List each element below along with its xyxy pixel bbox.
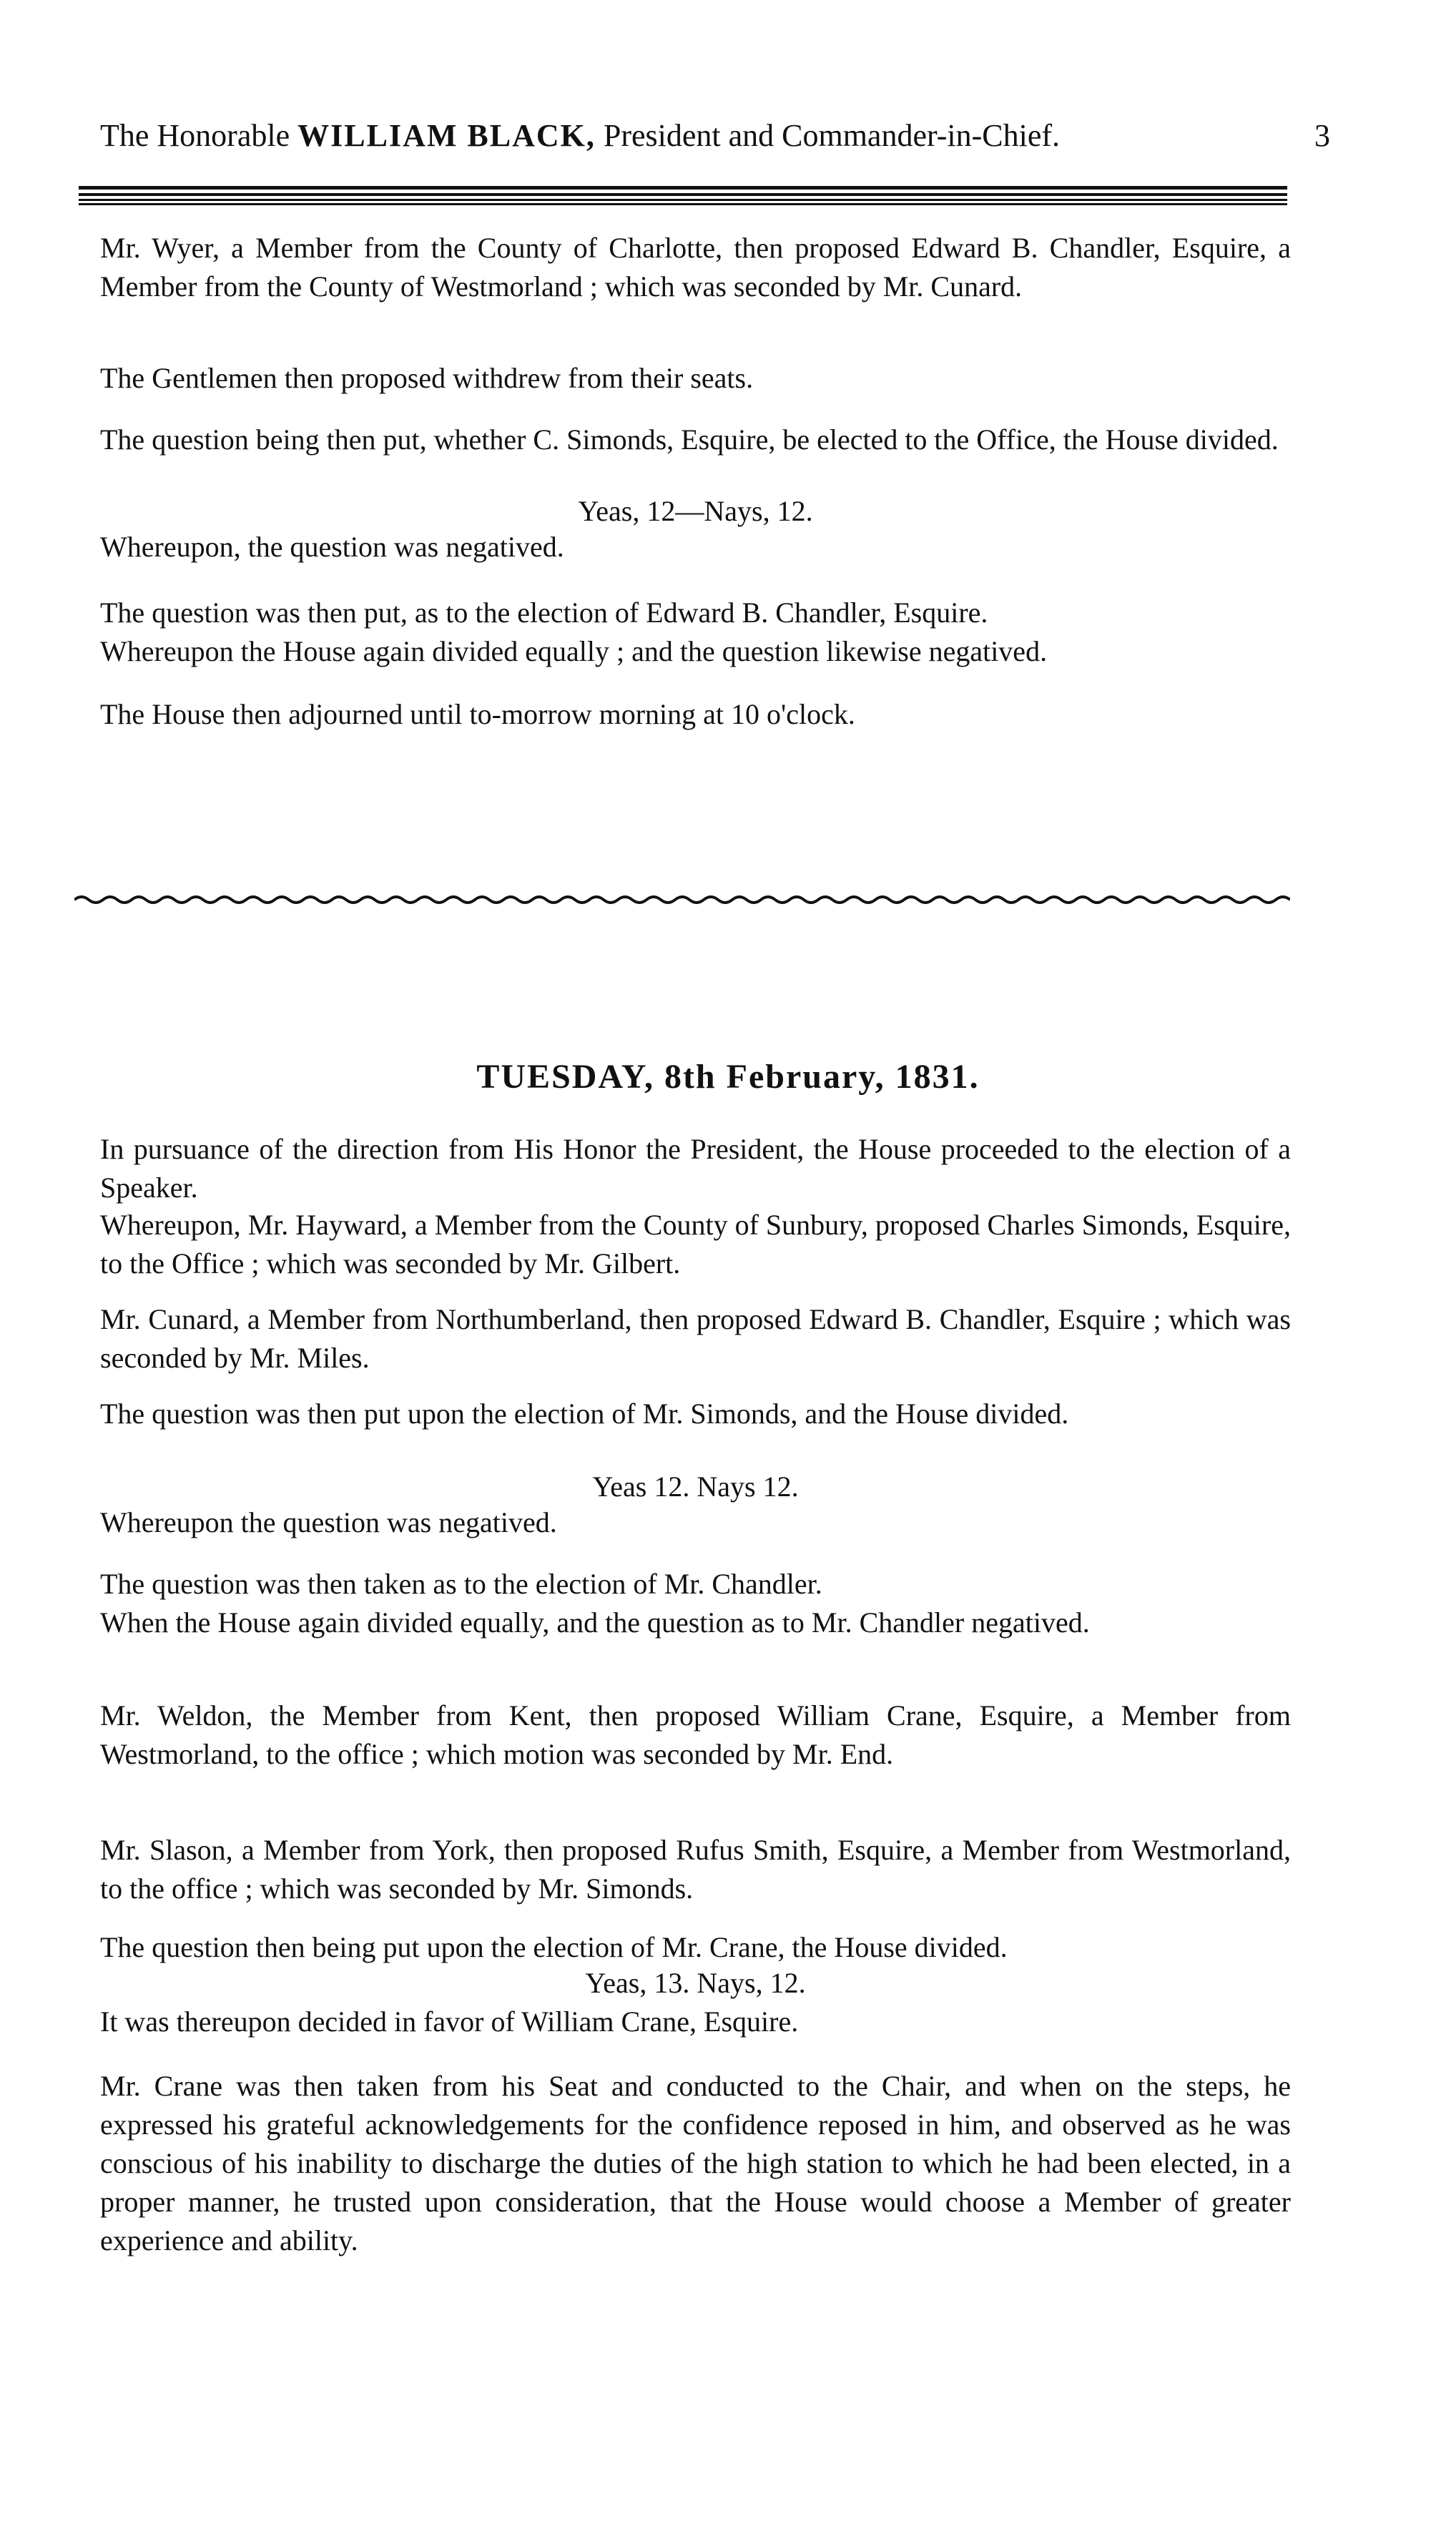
paragraph: Mr. Crane was then taken from his Seat and conducted to the Chair, and when on the steps, he expressed his grateful acknowledgements for the confidence reposed in him, and observed as he was conscious of his inability to discharge the duties of the high station to which he had been elected, in a proper manner, he trusted upon consideration, that the House would choose a Member of greater experience and ability.	[100, 2070, 1291, 2256]
running-title-prefix: The Honorable	[100, 118, 290, 153]
paragraph: When the House again divided equally, and the question as to Mr. Chandler negatived.	[100, 1606, 1090, 1639]
running-title-name: WILLIAM BLACK,	[297, 118, 596, 153]
paragraph: Whereupon the House again divided equally ; and the question likewise negatived.	[100, 635, 1048, 667]
paragraph: The question then being put upon the election of Mr. Crane, the House divided.	[100, 1931, 1008, 1963]
section2-para1	[100, 1130, 1291, 1207]
paragraph: It was thereupon decided in favor of William Crane, Esquire.	[100, 2005, 799, 2038]
section1-para5	[100, 594, 1291, 671]
section1-para3	[100, 421, 1291, 459]
paragraph: Mr. Slason, a Member from York, then proposed Rufus Smith, Esquire, a Member from Westmorland, to the office ; which was seconded by Mr. Simonds.	[100, 1834, 1291, 1905]
section1-para1	[100, 229, 1291, 306]
section2-para3	[100, 1300, 1291, 1377]
page-number: 3	[1314, 118, 1330, 153]
section-divider	[74, 893, 1290, 907]
section1-para4	[100, 528, 1291, 566]
section2-para5	[100, 1503, 1291, 1542]
section2-para6	[100, 1565, 1291, 1642]
header-rule	[79, 186, 1287, 196]
section2-para8	[100, 1831, 1291, 1908]
section2-para2	[100, 1206, 1291, 1283]
vote-tally: Yeas, 13. Nays, 12.	[585, 1967, 806, 1999]
date-heading: TUESDAY, 8th February, 1831.	[476, 1058, 980, 1096]
section2-vote1	[100, 1468, 1291, 1506]
paragraph: Mr. Weldon, the Member from Kent, then proposed William Crane, Esquire, a Member from Westmorland, to the office ; which motion was seconded by Mr. End.	[100, 1699, 1291, 1770]
paragraph: Mr. Wyer, a Member from the County of Charlotte, then proposed Edward B. Chandler, Esquire, a Member from the County of Westmorland ; which was seconded by Mr. Cunard.	[100, 232, 1291, 303]
paragraph: Whereupon the question was negatived.	[100, 1506, 557, 1538]
vote-tally: Yeas, 12—Nays, 12.	[578, 495, 813, 527]
paragraph: The Gentlemen then proposed withdrew from their seats.	[100, 362, 754, 394]
section2-para7	[100, 1696, 1291, 1774]
running-title-suffix: President and Commander-in-Chief.	[603, 118, 1061, 153]
paragraph: The question was then put upon the election of Mr. Simonds, and the House divided.	[100, 1398, 1069, 1430]
paragraph: The question was then taken as to the election of Mr. Chandler.	[100, 1568, 822, 1600]
vote-tally: Yeas 12. Nays 12.	[592, 1470, 799, 1503]
paragraph: The question was then put, as to the election of Edward B. Chandler, Esquire.	[100, 596, 988, 629]
section1-para6	[100, 695, 1291, 734]
paragraph: Whereupon, the question was negatived.	[100, 531, 564, 563]
section2-para4	[100, 1395, 1291, 1433]
running-header	[100, 116, 1330, 156]
paragraph: Mr. Cunard, a Member from Northumberland, then proposed Edward B. Chandler, Esquire ; which was seconded by Mr. Miles.	[100, 1303, 1291, 1374]
running-title	[100, 116, 1060, 156]
paragraph: Whereupon, Mr. Hayward, a Member from the County of Sunbury, proposed Charles Simonds, Esquire, to the Office ; which was seconded by Mr. Gilbert.	[100, 1209, 1291, 1280]
section2-para10	[100, 2003, 1291, 2041]
section2-para11	[100, 2067, 1291, 2260]
section2-vote2	[100, 1964, 1291, 2003]
section1-para2	[100, 359, 1291, 398]
paragraph: The question being then put, whether C. Simonds, Esquire, be elected to the Office, the House divided.	[100, 423, 1279, 456]
section1-vote	[100, 492, 1291, 531]
paragraph: In pursuance of the direction from His Honor the President, the House proceeded to the election of a Speaker.	[100, 1133, 1291, 1204]
section2-para9	[100, 1928, 1291, 1967]
paragraph: The House then adjourned until to-morrow morning at 10 o'clock.	[100, 698, 855, 730]
header-rule-secondary	[79, 199, 1287, 205]
